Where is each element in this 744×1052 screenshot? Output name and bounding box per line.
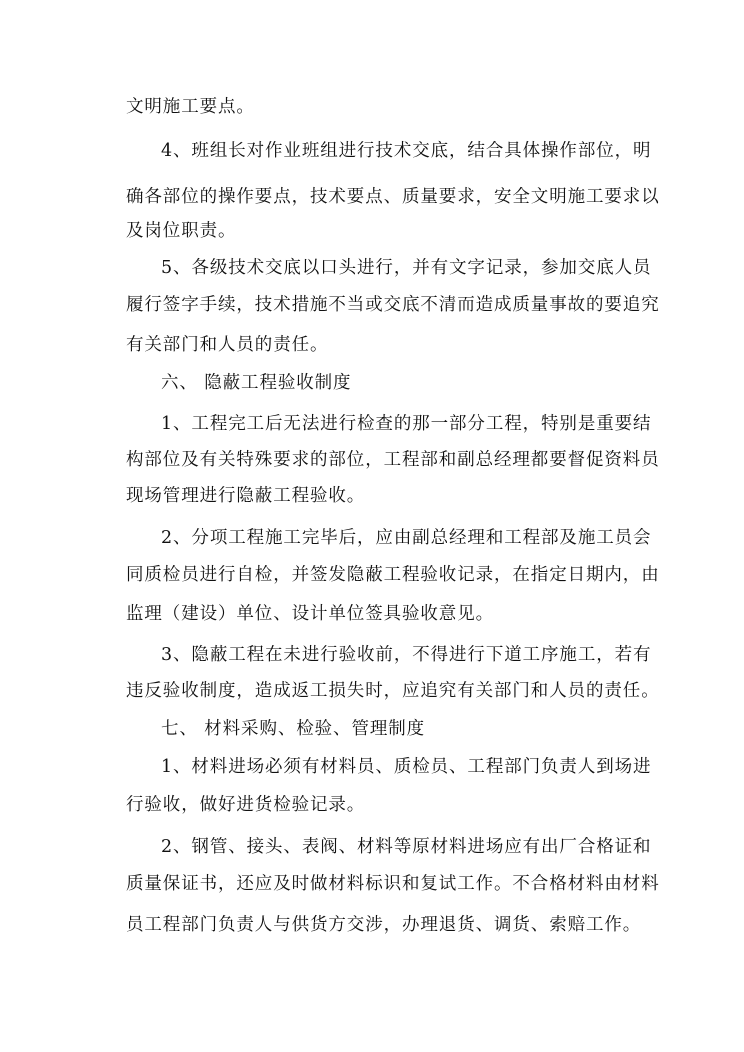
text-line: 履行签字手续，技术措施不当或交底不清而造成质量事故的要追究 [126,295,660,315]
section-heading: 七、 材料采购、检验、管理制度 [161,719,426,739]
text-line: 3、隐蔽工程在未进行验收前，不得进行下道工序施工，若有 [161,645,652,665]
text-line: 及岗位职责。 [126,221,237,241]
text-line: 4、班组长对作业班组进行技术交底，结合具体操作部位，明 [161,141,652,161]
text-line: 文明施工要点。 [126,97,255,117]
text-line: 员工程部门负责人与供货方交涉，办理退货、调货、索赔工作。 [126,915,642,935]
text-line: 1、工程完工后无法进行检查的那一部分工程，特别是重要结 [161,414,652,434]
text-line: 违反验收制度，造成返工损失时，应追究有关部门和人员的责任。 [126,681,660,701]
text-line: 同质检员进行自检，并签发隐蔽工程验收记录，在指定日期内，由 [126,565,660,585]
text-line: 有关部门和人员的责任。 [126,335,329,355]
text-line: 确各部位的操作要点，技术要点、质量要求，安全文明施工要求以 [126,187,660,207]
text-line: 2、分项工程施工完毕后，应由副总经理和工程部及施工员会 [161,528,652,548]
text-line: 行验收，做好进货检验记录。 [126,795,366,815]
text-line: 监理（建设）单位、设计单位签具验收意见。 [126,604,494,624]
text-line: 现场管理进行隐蔽工程验收。 [126,486,366,506]
text-line: 2、钢管、接头、表阀、材料等原材料进场应有出厂合格证和 [161,837,652,857]
text-line: 构部位及有关特殊要求的部位，工程部和副总经理都要督促资料员 [126,450,660,470]
text-line: 5、各级技术交底以口头进行，并有文字记录，参加交底人员 [161,258,652,278]
text-line: 1、材料进场必须有材料员、质检员、工程部门负责人到场进 [161,757,652,777]
text-line: 质量保证书，还应及时做材料标识和复试工作。不合格材料由材料 [126,874,660,894]
section-heading: 六、 隐蔽工程验收制度 [161,373,352,393]
